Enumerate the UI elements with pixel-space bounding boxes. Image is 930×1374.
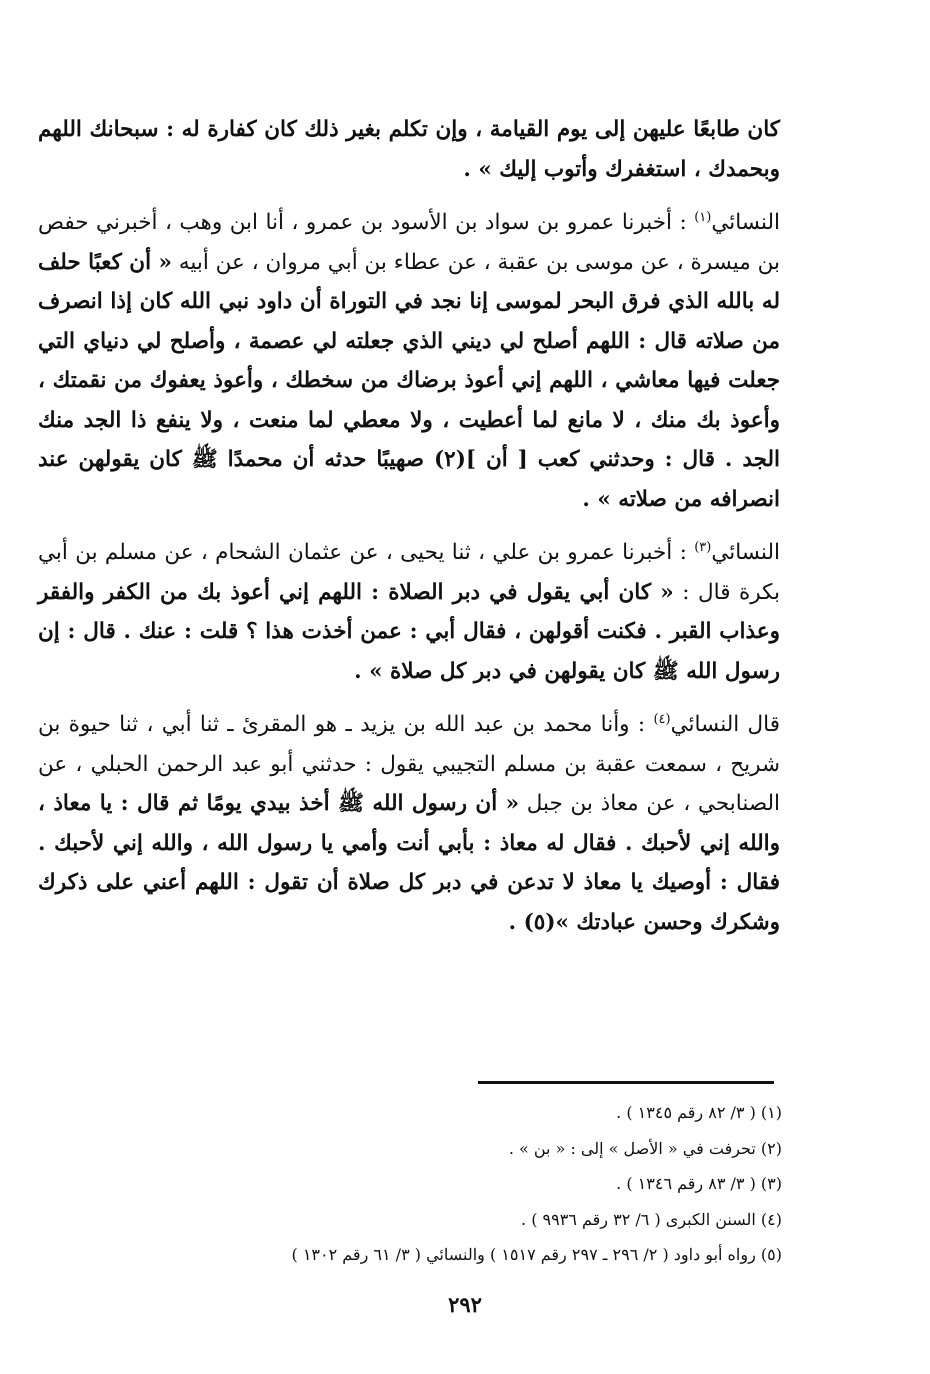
footnote-ref[interactable]: (٤) [653,711,671,727]
footnote-3: (٣) ( ٣/ ٨٣ رقم ١٣٤٦ ) . [616,1174,782,1193]
footnote-2: (٢) تحرفت في « الأصل » إلى : « بن » . [508,1138,782,1158]
hadith-text: « كان أبي يقول في دبر الصلاة : اللهم إني أعوذ بك من الكفر والفقر وعذاب القبر . فكنت أقولهن ، فقال أبي : عمن أخذت هذا ؟ قلت : عنك . قال : إن رسول الله ﷺ كان يقولهن في دبر كل صلاة » . [38,579,780,684]
footnotes [60,1095,782,1273]
footnote-separator [478,1081,774,1084]
isnad-text: : أخبرنا عمرو بن سواد بن الأسود بن عمرو ، أنا ابن وهب ، أخبرني حفص بن ميسرة ، عن موسى بن عقبة ، عن عطاء بن أبي مروان ، عن أبيه [38,210,781,275]
hadith-text: كان طابعًا عليهن إلى يوم القيامة ، وإن تكلم بغير ذلك كان كفارة له : سبحانك اللهم وبحمدك ، استغفرك وأتوب إليك » . [38,117,780,182]
footnote-1: (١) ( ٣/ ٨٢ رقم ١٣٤٥ ) . [616,1103,782,1122]
isnad-text: : وأنا محمد بن عبد الله بن يزيد ـ هو المقرئ ـ ثنا أبي ، ثنا حيوة بن شريح ، سمعت عقبة بن مسلم التجيبي يقول : حدثني أبو عبد الرحمن الحبلي ، عن الصنابحي ، عن معاذ بن جبل [38,712,781,816]
footnote-ref[interactable]: (١) [694,209,712,225]
narrator-lead: النسائي [711,540,780,565]
page-number: ٢٩٢ [448,1292,482,1317]
isnad-text: : أخبرنا عمرو بن علي ، ثنا يحيى ، عن عثمان الشحام ، عن مسلم بن أبي بكرة قال : [38,540,780,605]
hadith-text: « أن كعبًا حلف له بالله الذي فرق البحر لموسى إنا نجد في التوراة أن داود نبي الله كان إذا انصرف من صلاته قال : اللهم أصلح لي ديني الذي جعلته لي عصمة ، وأصلح لي دنياي التي جعلت فيها معاشي ، اللهم إني أعوذ برضاك من سخطك ، وأعوذ يعفوك من نقمتك ، وأعوذ بك منك ، لا مانع لما أعطيت ، ولا معطي لما منعت ، ولا ينفع ذا الجد منك الجد . قال : وحدثني كعب [ أن ](٢) صهيبًا حدثه أن محمدًا ﷺ كان يقولهن عند انصرافه من صلاته » . [38,249,781,512]
hadith-text: « أن رسول الله ﷺ أخذ بيدي يومًا ثم قال : يا معاذ ، والله إني لأحبك . فقال له معاذ : بأبي أنت وأمي يا رسول الله ، والله إني لأحبك . فقال : أوصيك يا معاذ لا تدعن في دبر كل صلاة أن تقول : اللهم أعني على ذكرك وشكرك وحسن عبادتك »(٥) . [38,791,780,935]
main-text [38,110,780,956]
footnote-5: (٥) رواه أبو داود ( ٢/ ٢٩٦ ـ ٢٩٧ رقم ١٥١٧ ) والنسائي ( ٣/ ٦١ رقم ١٣٠٢ ) [291,1245,782,1264]
paragraph-nasai-3 [38,705,780,942]
paragraph-continuation [38,110,780,189]
paragraph-nasai-1 [38,203,780,519]
footnote-ref[interactable]: (٣) [694,539,712,555]
narrator-lead: قال النسائي [670,712,780,737]
paragraph-nasai-2 [38,533,780,691]
narrator-lead: النسائي [711,210,780,235]
footnote-4: (٤) السنن الكبرى ( ٦/ ٣٢ رقم ٩٩٣٦ ) . [521,1209,782,1229]
